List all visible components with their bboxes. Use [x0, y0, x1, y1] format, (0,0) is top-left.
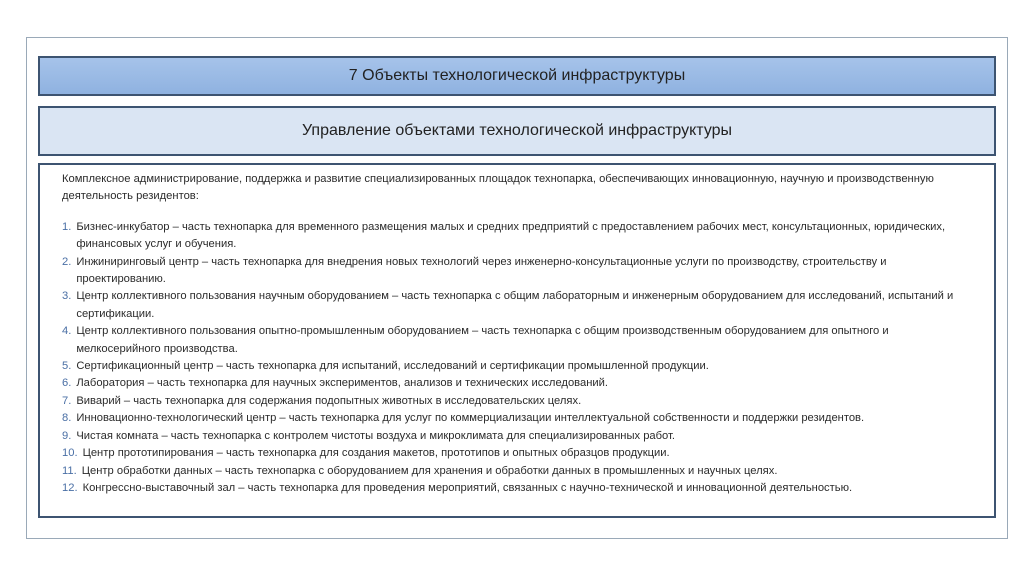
list-item	[62, 219, 974, 254]
content-box	[38, 163, 996, 518]
list-item-text: Центр коллективного пользования научным оборудованием – часть технопарка с общим лабораторным и инженерным оборудованием для исследований, испытаний и сертификации.	[76, 290, 954, 320]
list-item	[62, 463, 974, 480]
list-item-number: 11.	[62, 464, 77, 477]
list-item	[62, 445, 974, 462]
list-item	[62, 410, 974, 427]
list-item-text: Инжиниринговый центр – часть технопарка для внедрения новых технологий через инженерно-консультационные услуги по производству, строительству и проектированию.	[76, 255, 887, 286]
list-item	[62, 375, 974, 392]
slide-subtitle: Управление объектами технологической инфраструктуры	[301, 122, 733, 139]
list-item-number: 9.	[62, 429, 72, 442]
list-item-text: Инновационно-технологический центр – часть технопарка для услуг по коммерциализации интеллектуальной собственности и поддержки резидентов.	[76, 412, 865, 425]
list-item	[62, 428, 974, 445]
list-item-number: 2.	[62, 255, 72, 268]
list-item-text: Бизнес-инкубатор – часть технопарка для временного размещения малых и средних предприятий с предоставлением рабочих мест, консультационных, юридических, финансовых услуг и обучения.	[76, 220, 946, 251]
subtitle-bar	[38, 106, 996, 156]
slide-title: 7 Объекты технологической инфраструктуры	[348, 67, 686, 84]
list-item-text: Чистая комната – часть технопарка с контролем чистоты воздуха и микроклимата для специализированных работ.	[76, 429, 676, 442]
list-item-text: Сертификационный центр – часть технопарка для испытаний, исследований и сертификации промышленной продукции.	[76, 360, 709, 373]
list-item	[62, 480, 974, 497]
list-item-number: 7.	[62, 394, 72, 407]
list-item-number: 5.	[62, 360, 72, 373]
list-item-text: Центр обработки данных – часть технопарка с оборудованием для хранения и обработки данных в промышленных и научных целях.	[81, 464, 778, 477]
list-item-number: 1.	[62, 220, 72, 233]
list-item-text: Лаборатория – часть технопарка для научных экспериментов, анализов и технических исследований.	[76, 377, 608, 390]
list-item	[62, 254, 974, 289]
list-item	[62, 323, 974, 358]
facility-list	[62, 219, 974, 498]
intro-paragraph: Комплексное администрирование, поддержка и развитие специализированных площадок технопарка, обеспечивающих инновационную, научную и производственную деятельность резидентов:	[62, 173, 934, 203]
list-item-text: Центр коллективного пользования опытно-промышленным оборудованием – часть технопарка с общим производственным оборудованием для опытного и мелкосерийного производства.	[76, 325, 889, 355]
list-item-number: 10.	[62, 447, 78, 460]
list-item	[62, 358, 974, 375]
list-item-text: Центр прототипирования – часть технопарка для создания макетов, прототипов и опытных образцов продукции.	[82, 447, 670, 460]
list-item-number: 3.	[62, 290, 72, 303]
list-item-text: Виварий – часть технопарка для содержания подопытных животных в исследовательских целях.	[76, 394, 582, 407]
list-item-number: 12.	[62, 481, 78, 494]
list-item	[62, 393, 974, 410]
title-bar	[38, 56, 996, 96]
list-item	[62, 288, 974, 323]
list-item-text: Конгрессно-выставочный зал – часть технопарка для проведения мероприятий, связанных с научно-технической и инновационной деятельностью.	[82, 481, 853, 494]
list-item-number: 8.	[62, 412, 72, 425]
list-item-number: 6.	[62, 377, 72, 390]
list-item-number: 4.	[62, 325, 72, 338]
